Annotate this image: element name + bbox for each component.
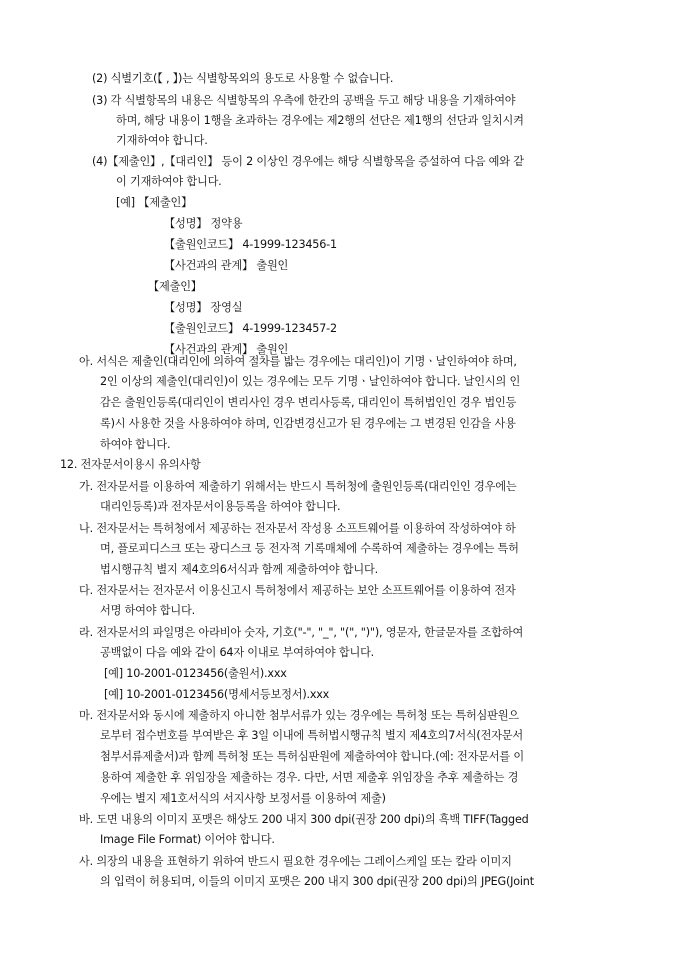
text-line: 감은 출원인등록(대리인이 변리사인 경우 변리사등록, 대리인이 특허법인인 경우 법인등 — [100, 396, 517, 409]
text-line: 의 입력이 허용되며, 이들의 이미지 포맷은 200 내지 300 dpi(권장 200 dpi)의 JPEG(Joint — [100, 875, 534, 888]
text-line: 공백없이 다음 예와 같이 64자 이내로 부여하여야 합니다. — [100, 646, 375, 659]
text-line: 법시행규칙 별지 제4호의6서식과 함께 제출하여야 합니다. — [100, 563, 378, 576]
text-line: 바. 도면 내용의 이미지 포맷은 해상도 200 내지 300 dpi(권장 200 dpi)의 흑백 TIFF(Tagged — [79, 813, 529, 826]
text-line: 로부터 접수번호를 부여받은 후 3일 이내에 특허법시행규칙 별지 제4호의7서식(전자문서 — [100, 729, 524, 742]
text-line: 【사건과의 관계】 출원인 — [164, 343, 289, 356]
text-line: 이 기재하여야 합니다. — [116, 175, 222, 188]
text-line: 다. 전자문서는 전자문서 이용신고시 특허청에서 제공하는 보안 소프트웨어를 이용하여 전자 — [79, 584, 516, 597]
text-line: 라. 전자문서의 파일명은 아라비아 숫자, 기호("-", "_", "(", ")"), 영문자, 한글문자를 조합하여 — [79, 626, 524, 639]
text-line: 용하여 제출한 후 위임장을 제출하는 경우. 다만, 서면 제출후 위임장을 추후 제출하는 경 — [100, 771, 519, 784]
text-line: 하며, 해당 내용이 1행을 초과하는 경우에는 제2행의 선단은 제1행의 선단과 일치시켜 — [116, 114, 524, 127]
text-line: 가. 전자문서를 이용하여 제출하기 위해서는 반드시 특허청에 출원인등록(대리인인 경우에는 — [79, 480, 517, 493]
text-line: 대리인등록)과 전자문서이용등록을 하여야 합니다. — [100, 500, 341, 513]
text-line: 사. 의장의 내용을 표현하기 위하여 반드시 필요한 경우에는 그레이스케일 또는 칼라 이미지 — [79, 855, 512, 868]
text-line: 【사건과의 관계】 출원인 — [164, 259, 289, 272]
text-line: (4)【제출인】,【대리인】 등이 2 이상인 경우에는 해당 식별항목을 증설하여 다음 예와 같 — [92, 155, 524, 168]
text-line: 【제출인】 — [148, 280, 202, 293]
text-line: [예] 【제출인】 — [116, 196, 193, 209]
text-line: 우에는 별지 제1호서식의 서지사항 보정서를 이용하여 제출) — [100, 792, 386, 805]
text-line: 【출원인코드】 4-1999-123456-1 — [164, 238, 337, 251]
text-line: 기재하여야 합니다. — [116, 134, 208, 147]
text-line: 【성명】 정약용 — [164, 217, 243, 230]
text-line: 마. 전자문서와 동시에 제출하지 아니한 첨부서류가 있는 경우에는 특허청 또는 특허심판원으 — [79, 709, 519, 722]
text-line: 하여야 합니다. — [100, 438, 171, 451]
text-line: 나. 전자문서는 특허청에서 제공하는 전자문서 작성용 소프트웨어를 이용하여 작성하여야 하 — [79, 522, 516, 535]
text-line: 록)시 사용한 것을 사용하여야 하며, 인감변경신고가 된 경우에는 그 변경된 인감을 사용 — [100, 417, 516, 430]
text-line: 며, 플로피디스크 또는 광디스크 등 전자적 기록매체에 수록하여 제출하는 경우에는 특허 — [100, 542, 519, 555]
text-line: (3) 각 식별항목의 내용은 식별항목의 우측에 한칸의 공백을 두고 해당 내용을 기재하여야 — [92, 94, 516, 107]
text-line: 2인 이상의 제출인(대리인)이 있는 경우에는 모두 기명ㆍ날인하여야 합니다. 날인시의 인 — [100, 375, 521, 388]
text-line: (2) 식별기호(【 , 】)는 식별항목외의 용도로 사용할 수 없습니다. — [92, 72, 394, 85]
text-line: [예] 10-2001-0123456(명세서등보정서).xxx — [104, 688, 330, 701]
text-line: 【성명】 장영실 — [164, 301, 243, 314]
text-line: 12. 전자문서이용시 유의사항 — [60, 458, 201, 471]
text-line: Image File Format) 이어야 합니다. — [100, 833, 275, 846]
text-line: [예] 10-2001-0123456(출원서).xxx — [104, 667, 287, 680]
text-line: 첨부서류제출서)과 함께 특허청 또는 특허심판원에 제출하여야 합니다.(예: 전자문서를 이 — [100, 750, 524, 763]
text-line: 서명 하여야 합니다. — [100, 604, 195, 617]
text-line: 아. 서식은 제출인(대리인에 의하여 절차를 밟는 경우에는 대리인)이 기명ㆍ날인하여야 하며, — [79, 355, 517, 368]
text-line: 【출원인코드】 4-1999-123457-2 — [164, 322, 337, 335]
